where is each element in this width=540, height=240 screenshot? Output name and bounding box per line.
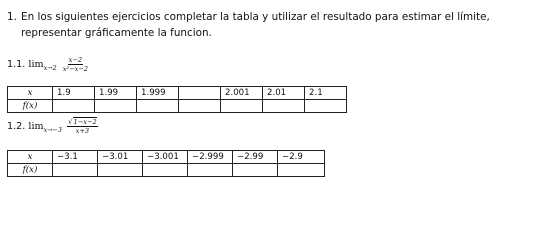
limit-fraction [62, 56, 89, 73]
x-cell: −3.1 [53, 151, 98, 164]
subexercise-1-2-heading [7, 118, 98, 135]
fx-cell[interactable] [95, 100, 137, 113]
x-cell: 2.01 [263, 87, 305, 100]
exercise-number: 1. [7, 11, 17, 23]
x-cell: −3.01 [98, 151, 143, 164]
table-row-x [8, 87, 347, 100]
x-cell: −2.999 [188, 151, 233, 164]
x-cell: 2.1 [305, 87, 347, 100]
fx-cell[interactable] [263, 100, 305, 113]
values-table-1-2 [7, 150, 325, 177]
x-cell: −2.99 [233, 151, 278, 164]
table-row-fx [8, 100, 347, 113]
x-cell: −3.001 [143, 151, 188, 164]
x-cell [179, 87, 221, 100]
x-cell: 1.999 [137, 87, 179, 100]
fraction-numerator: x−2 [68, 56, 83, 64]
limit-approach: x→−3 [43, 126, 62, 134]
values-table-1-1 [7, 86, 347, 113]
subexercise-1-1-heading [7, 56, 89, 73]
exercise-instruction-line-1: En los siguientes ejercicios completar la tabla y utilizar el resultado para estimar el límite, [21, 11, 490, 23]
fraction-denominator: x+3 [75, 127, 90, 135]
x-cell: 1.99 [95, 87, 137, 100]
fx-cell[interactable] [305, 100, 347, 113]
row-header-fx: f(x) [8, 164, 53, 177]
fx-cell[interactable] [98, 164, 143, 177]
fx-cell[interactable] [278, 164, 325, 177]
fx-cell[interactable] [137, 100, 179, 113]
fx-cell[interactable] [188, 164, 233, 177]
sqrt-icon: √ [68, 118, 73, 126]
x-cell: 2.001 [221, 87, 263, 100]
x-cell: 1.9 [53, 87, 95, 100]
table-row-fx [8, 164, 325, 177]
limit-approach: x→2 [43, 64, 57, 72]
row-header-x: x [8, 87, 53, 100]
limit-operator: lim [28, 59, 44, 70]
table-row-x [8, 151, 325, 164]
fx-cell[interactable] [53, 164, 98, 177]
subexercise-1-2-label: 1.2. [7, 121, 26, 132]
fx-cell[interactable] [233, 164, 278, 177]
limit-operator: lim [28, 121, 44, 132]
fraction-denominator: x²−x−2 [62, 65, 89, 73]
fx-cell[interactable] [53, 100, 95, 113]
subexercise-1-1-label: 1.1. [7, 59, 26, 70]
fraction-numerator [67, 118, 98, 127]
fx-cell[interactable] [179, 100, 221, 113]
fx-cell[interactable] [143, 164, 188, 177]
exercise-instruction-line-2: representar gráficamente la funcion. [21, 27, 212, 39]
row-header-x: x [8, 151, 53, 164]
x-cell: −2.9 [278, 151, 325, 164]
row-header-fx: f(x) [8, 100, 53, 113]
fx-cell[interactable] [221, 100, 263, 113]
limit-fraction [67, 118, 98, 135]
radicand: 1−x−2 [73, 118, 97, 126]
